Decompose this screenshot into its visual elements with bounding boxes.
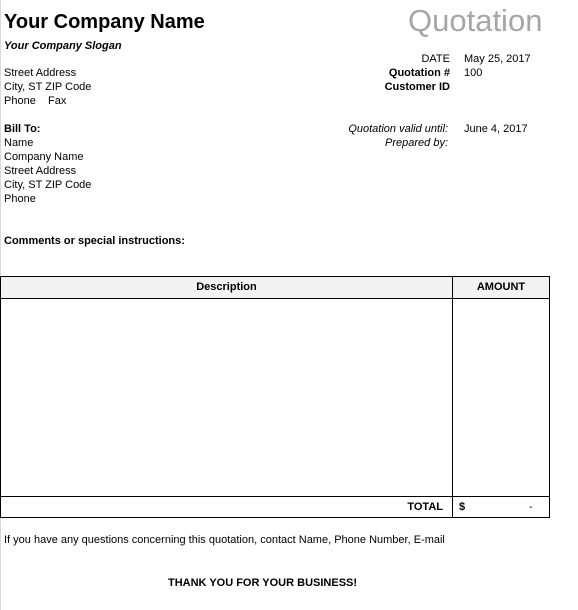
company-street: Street Address [4, 67, 77, 79]
company-name: Your Company Name [4, 11, 205, 33]
column-divider [452, 277, 453, 517]
bill-to-company: Company Name [4, 151, 84, 163]
company-phone-fax: Phone Fax [4, 95, 67, 107]
date-value: May 25, 2017 [464, 53, 531, 65]
comments-label: Comments or special instructions: [4, 235, 185, 247]
bill-to-heading: Bill To: [4, 123, 41, 135]
contact-note: If you have any questions concerning this quotation, contact Name, Phone Number, E-mail [4, 534, 445, 546]
quotation-number-value: 100 [464, 67, 483, 79]
company-slogan: Your Company Slogan [4, 40, 122, 52]
company-city: City, ST ZIP Code [4, 81, 92, 93]
total-value: - [529, 501, 533, 513]
bill-to-phone: Phone [4, 193, 36, 205]
valid-until-label: Quotation valid until: [348, 123, 448, 135]
customer-id-label: Customer ID [384, 81, 450, 93]
column-header-amount: AMOUNT [476, 281, 526, 293]
column-header-description: Description [196, 281, 257, 293]
table-header [1, 277, 549, 299]
quotation-number-label: Quotation # [388, 67, 450, 79]
date-label: DATE [421, 53, 450, 65]
total-label: TOTAL [407, 501, 443, 513]
valid-until-value: June 4, 2017 [464, 123, 528, 135]
total-currency: $ [459, 501, 466, 513]
prepared-by-label: Prepared by: [385, 137, 448, 149]
bill-to-name: Name [4, 137, 34, 149]
bill-to-street: Street Address [4, 165, 77, 177]
bill-to-city: City, ST ZIP Code [4, 179, 92, 191]
document-title: Quotation [408, 3, 543, 38]
thank-you-message: THANK YOU FOR YOUR BUSINESS! [167, 577, 358, 589]
quotation-table [0, 276, 550, 518]
total-row [1, 496, 549, 518]
